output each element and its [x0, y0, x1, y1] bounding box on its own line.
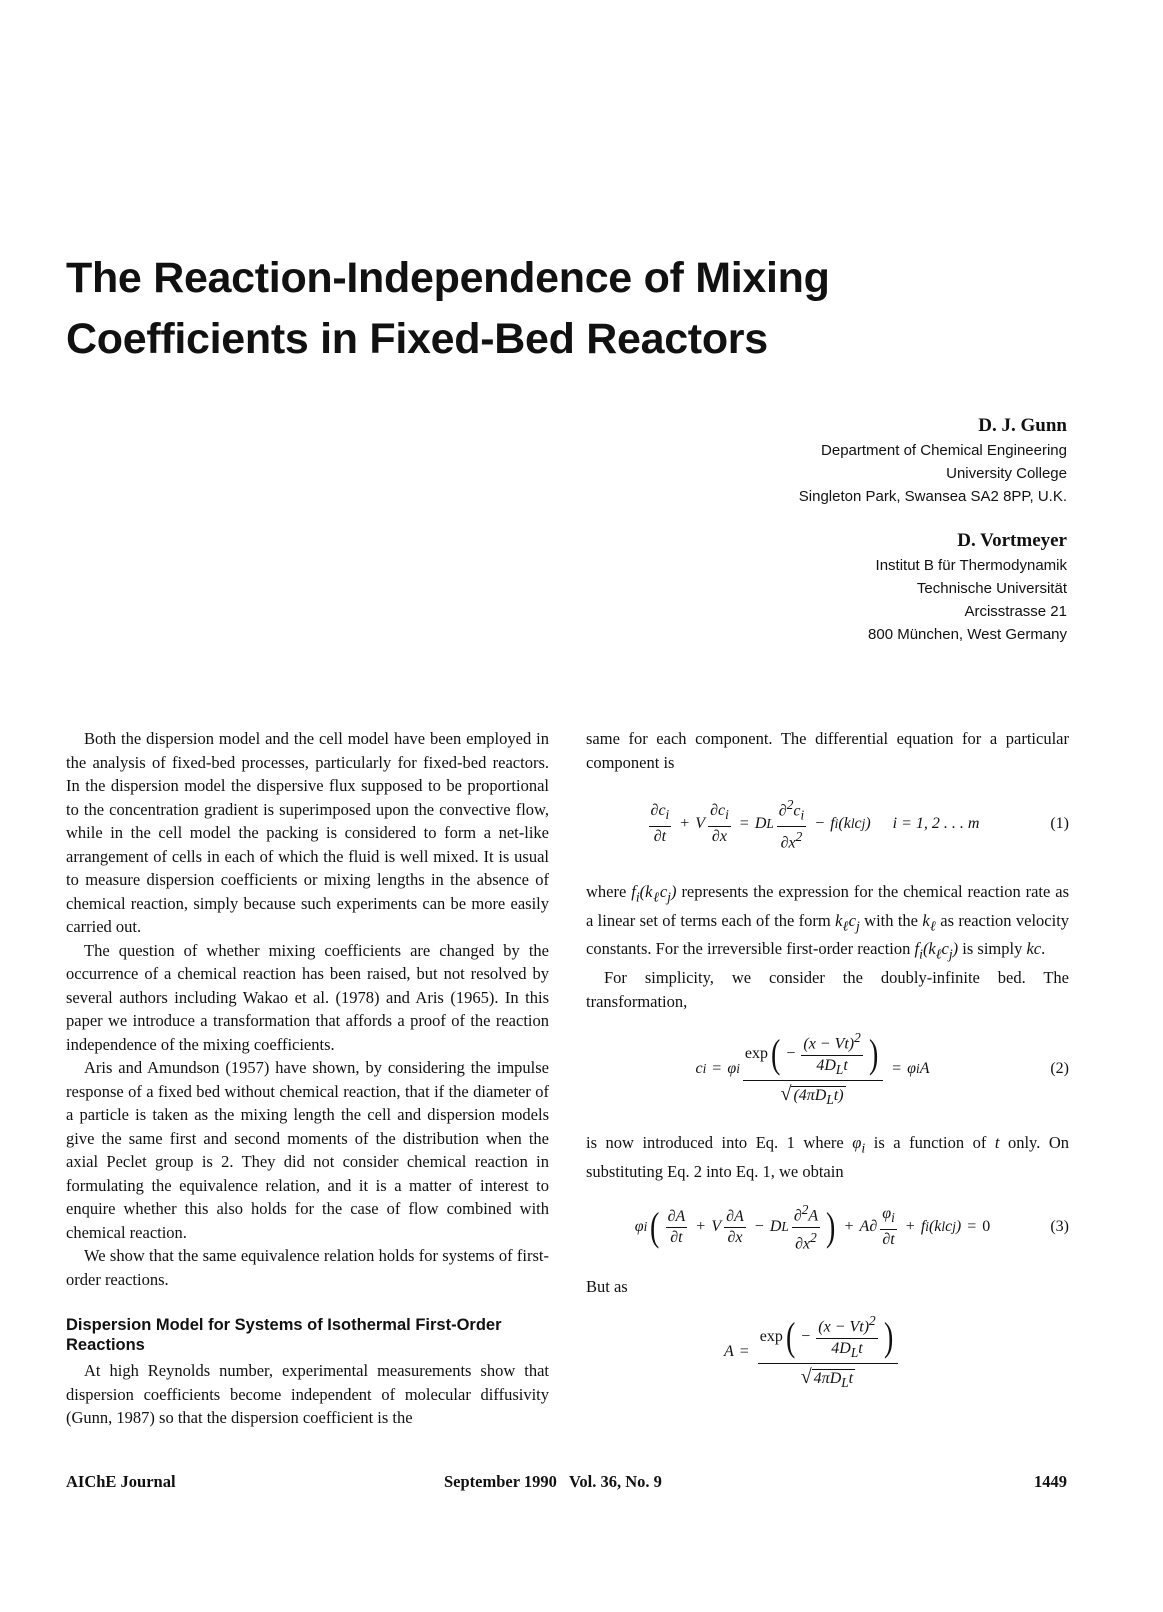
paragraph: For simplicity, we consider the doubly-infinite bed. The transformation, [586, 968, 1069, 1011]
equation-number: (1) [1050, 815, 1069, 833]
footer-journal: AIChE Journal [66, 1472, 176, 1491]
right-column [586, 727, 1069, 1406]
equation-2 [586, 1029, 1069, 1109]
author-2-affiliation-line: 800 München, West Germany [868, 626, 1067, 643]
dci-dt-fraction: $\frac{\partial c_i}{\partial t}$ [650, 802, 670, 845]
paragraph: At high Reynolds number, experimental measurements show that dispersion coefficients become independent of molecular diffusivity (Gunn, 1987) so that the dispersion coefficient is the [66, 1361, 549, 1427]
equation-4 [586, 1312, 1069, 1392]
author-2-affiliation-line: Arcisstrasse 21 [964, 603, 1067, 620]
paragraph: Both the dispersion model and the cell model have been employed in the analysis of fixed-bed processes, particularly for fixed-bed reactors. In the dispersion model the dispersive flux supposed to be proportional to the concentration gradient is superimposed upon the convective flow, while in the cell model the packing is considered to form a net-like arrangement of cells in each of which the fluid is well mixed. It is usual to measure dispersion coefficients or mixing lengths in the absence of chemical reaction, simply because such experiments can be more easily carried out. [66, 729, 549, 936]
equation-number: (2) [1050, 1060, 1069, 1078]
equation-1-body: $\frac{\partial c_i}{\partial t}$ + V $\frac{\partial c_i}{\partial x}$ = D L $\frac{\partial^2c_i}{\partial x^2}$ − f i (k l c j ) i = 1, 2 . . . m [650, 797, 980, 851]
equation-1 [586, 796, 1069, 852]
paragraph: But as [586, 1276, 628, 1296]
equation-2-body: c i = φ i exp ( − $\frac{(x - Vt)^2}{4D_Lt}$ ) √ $(4\pi D_Lt)$ = φ i A [695, 1030, 930, 1107]
equation-4-body: A = exp ( − $\frac{(x - Vt)^2}{4D_Lt}$ ) √ $4\pi D_Lt$ [586, 1312, 1039, 1392]
author-1-affiliation-line: University College [946, 465, 1067, 482]
d2ci-dx2-fraction: $\frac{\partial^2c_i}{\partial x^2}$ [778, 797, 805, 851]
author-1-name: D. J. Gunn [978, 415, 1067, 436]
author-2 [547, 527, 1067, 646]
paragraph: The question of whether mixing coefficients are changed by the occurrence of a chemical reaction has been raised, but not resolved by several authors including Wakao et al. (1978) and Aris (1965). In this paper we introduce a transformation that affords a proof of the reaction independence of the mixing coefficients. [66, 940, 549, 1054]
left-column [66, 727, 549, 1430]
author-block [547, 412, 1067, 665]
equation-number: (3) [1050, 1218, 1069, 1236]
equation-3 [586, 1201, 1069, 1253]
paragraph: is now introduced into Eq. 1 where $\varphi_i$ is a function of t only. On substituting Eq. 2 into Eq. 1, we obtain [586, 1132, 1070, 1181]
footer-volume: Vol. 36, No. 9 [568, 1472, 662, 1491]
title-line-2: Coefficients in Fixed-Bed Reactors [66, 315, 768, 363]
title-line-1: The Reaction-Independence of Mixing [66, 254, 830, 302]
section-heading: Dispersion Model for Systems of Isothermal First-Order Reactions [66, 1316, 502, 1354]
dci-dx-fraction: $\frac{\partial c_i}{\partial x}$ [710, 802, 729, 845]
footer-date: September 1990 [444, 1472, 557, 1491]
footer-page-number: 1449 [1034, 1472, 1067, 1491]
footer-issue [444, 1472, 662, 1492]
author-1-affiliation-line: Singleton Park, Swansea SA2 8PP, U.K. [798, 488, 1067, 505]
author-1 [547, 412, 1067, 508]
transformation-fraction: exp ( − $\frac{(x - Vt)^2}{4D_Lt}$ ) √ $(4\pi D_Lt)$ [743, 1029, 883, 1109]
paragraph: where $f_i(k_\ell c_j)$ represents the expression for the chemical reaction rate as a linear set of terms each of the form $k_\ell c_j$ with the $k_\ell$ as reaction velocity constants. For the irreversible first-order reaction $f_i(k_\ell c_j)$ is simply kc. [586, 881, 1070, 962]
paper-title [66, 248, 1086, 370]
paragraph: We show that the same equivalence relation holds for systems of first-order reactions. [66, 1246, 549, 1289]
paragraph: Aris and Amundson (1957) have shown, by considering the impulse response of a fixed bed without chemical reaction, that if the diameter of a particle is taken as the mixing length the cell and dispersion models give the same first and second moments of the distribution when the axial Peclet group is 2. They did not consider chemical reaction in formulating the equivalence relation, and it is a matter of interest to enquire whether this also holds for the case of flow combined with chemical reaction. [66, 1058, 549, 1242]
paragraph: same for each component. The differential equation for a particular component is [586, 729, 1069, 772]
author-2-affiliation-line: Technische Universität [916, 580, 1067, 597]
author-1-affiliation-line: Department of Chemical Engineering [821, 442, 1067, 459]
author-2-affiliation-line: Institut B für Thermodynamik [875, 557, 1067, 574]
equation-3-body: φ i ( $\frac{\partial A}{\partial t}$ + V $\frac{\partial A}{\partial x}$ − D L $\frac{\partial^2A}{\partial x^2}$ ) + A ∂ $\frac{\varphi_i}{\partial t}$ + f i (k l c j ) = 0 [634, 1202, 991, 1252]
author-2-name: D. Vortmeyer [957, 530, 1067, 551]
